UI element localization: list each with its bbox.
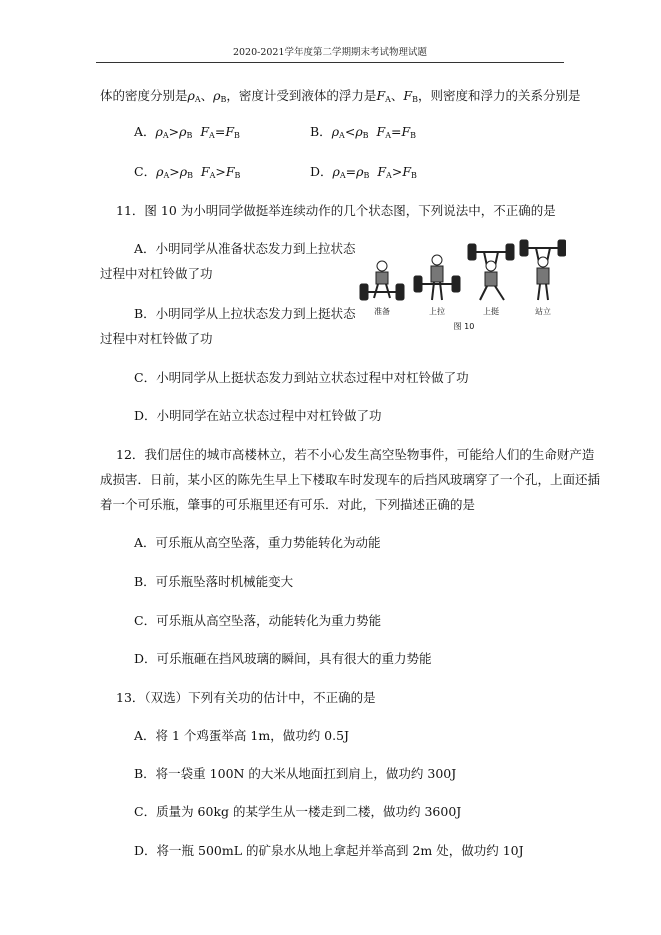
rho: ρ (355, 124, 363, 139)
sub: B (186, 131, 193, 140)
q11-stem: 11．图 10 为小明同学做挺举连续动作的几个状态图，下列说法中，不正确的是 (116, 203, 556, 218)
rho-a-sub: A (194, 95, 201, 104)
label-jerk: 上挺 (483, 307, 499, 316)
q10-intro (100, 88, 581, 108)
lifter-pull (414, 255, 460, 300)
rho: ρ (155, 124, 163, 139)
label-stand: 站立 (535, 307, 551, 316)
sub: B (362, 131, 369, 140)
sub: B (234, 171, 241, 180)
q10-intro-pre: 体的密度分别是 (100, 88, 188, 103)
sub: B (410, 131, 417, 140)
sub: A (163, 171, 170, 180)
f: F (200, 124, 210, 139)
label-ready: 准备 (374, 307, 390, 316)
label-pull: 上拉 (429, 307, 445, 316)
q10-option-c (134, 164, 240, 184)
q10-intro-post: ，则密度和浮力的关系分别是 (418, 88, 581, 103)
sub: B (187, 171, 193, 180)
page-header: 2020-2021学年度第二学期期末考试物理试题 (96, 44, 564, 63)
option-label: A． (134, 124, 156, 139)
weightlifting-illustration (356, 236, 566, 336)
sep: 、 (200, 88, 214, 103)
q13-stem: 13．（双选）下列有关功的估计中，不正确的是 (116, 690, 376, 705)
q13-option-d: D．将一瓶 500mL 的矿泉水从地上拿起并举高到 2m 处，做功约 10J (134, 843, 524, 858)
f: F (402, 164, 411, 179)
q10-intro-mid: ，密度计受到液体的浮力是 (226, 88, 377, 103)
f-a: F (376, 88, 386, 103)
op: = (345, 164, 357, 179)
op: > (215, 164, 226, 179)
sub: A (209, 131, 215, 140)
option-label: D． (310, 164, 333, 179)
op: > (169, 164, 180, 179)
rho-b: ρ (213, 88, 221, 103)
f: F (200, 164, 210, 179)
option-label: C． (134, 164, 157, 179)
f-b-sub: B (412, 95, 418, 104)
q13-option-c: C．质量为 60kg 的某学生从一楼走到二楼，做功约 3600J (134, 804, 462, 819)
q11-option-a-line1: A．小明同学从准备状态发力到上拉状态 (134, 241, 356, 256)
q12-option-b: B．可乐瓶坠落时机械能变大 (134, 574, 294, 589)
q13-option-b: B．将一袋重 100N 的大米从地面扛到肩上，做功约 300J (134, 766, 457, 781)
sub: A (386, 171, 392, 180)
rho: ρ (179, 164, 188, 179)
q13-option-a: A．将 1 个鸡蛋举高 1m，做功约 0.5J (134, 728, 350, 743)
q11-option-d: D．小明同学在站立状态过程中对杠铃做了功 (134, 408, 382, 423)
op: > (168, 124, 180, 139)
sub: A (385, 131, 391, 140)
f: F (376, 124, 386, 139)
q11-option-b-line2: 过程中对杠铃做了功 (100, 331, 213, 346)
f: F (377, 164, 387, 179)
rho: ρ (331, 124, 340, 139)
q11-option-b-line1: B．小明同学从上拉状态发力到上挺状态 (134, 306, 356, 321)
f-b: F (403, 88, 413, 103)
figure-10 (356, 236, 566, 336)
rho: ρ (356, 164, 364, 179)
q12-stem-line3: 着一个可乐瓶，肇事的可乐瓶里还有可乐．对此，下列描述正确的是 (100, 497, 476, 512)
q10-option-a (134, 124, 240, 144)
sub: B (363, 171, 370, 180)
sub: A (209, 171, 216, 180)
q12-stem-line1: 12．我们居住的城市高楼林立，若不小心发生高空坠物事件，可能给人们的生命财产造 (116, 447, 595, 462)
sub: B (411, 171, 417, 180)
figure-caption: 图 10 (453, 322, 475, 331)
op: = (390, 124, 402, 139)
rho-a: ρ (187, 88, 195, 103)
q10-option-b (310, 124, 416, 144)
op: < (344, 124, 356, 139)
lifter-stand (520, 240, 566, 300)
q12-option-c: C．可乐瓶从高空坠落，动能转化为重力势能 (134, 613, 382, 628)
f: F (401, 124, 411, 139)
sub: A (162, 131, 169, 140)
op: = (214, 124, 226, 139)
q12-option-a: A．可乐瓶从高空坠落，重力势能转化为动能 (134, 535, 381, 550)
rho: ρ (332, 164, 340, 179)
q11-option-a-line2: 过程中对杠铃做了功 (100, 266, 213, 281)
f: F (225, 164, 235, 179)
option-label: B． (310, 124, 332, 139)
q12-stem-line2: 成损害．日前，某小区的陈先生早上下楼取车时发现车的后挡风玻璃穿了一个孔，上面还插 (100, 472, 601, 487)
sub: A (339, 171, 346, 180)
rho: ρ (179, 124, 187, 139)
lifter-ready (360, 261, 404, 300)
rho-b-sub: B (220, 95, 227, 104)
sep2: 、 (390, 88, 404, 103)
op: > (391, 164, 403, 179)
sub: A (339, 131, 345, 140)
q11-option-c: C．小明同学从上挺状态发力到站立状态过程中对杠铃做了功 (134, 370, 469, 385)
rho: ρ (156, 164, 164, 179)
sub: B (234, 131, 240, 140)
lifter-jerk (468, 244, 514, 300)
q10-option-d (310, 164, 417, 184)
q12-option-d: D．可乐瓶砸在挡风玻璃的瞬间，具有很大的重力势能 (134, 651, 432, 666)
f: F (225, 124, 234, 139)
f-a-sub: A (385, 95, 391, 104)
